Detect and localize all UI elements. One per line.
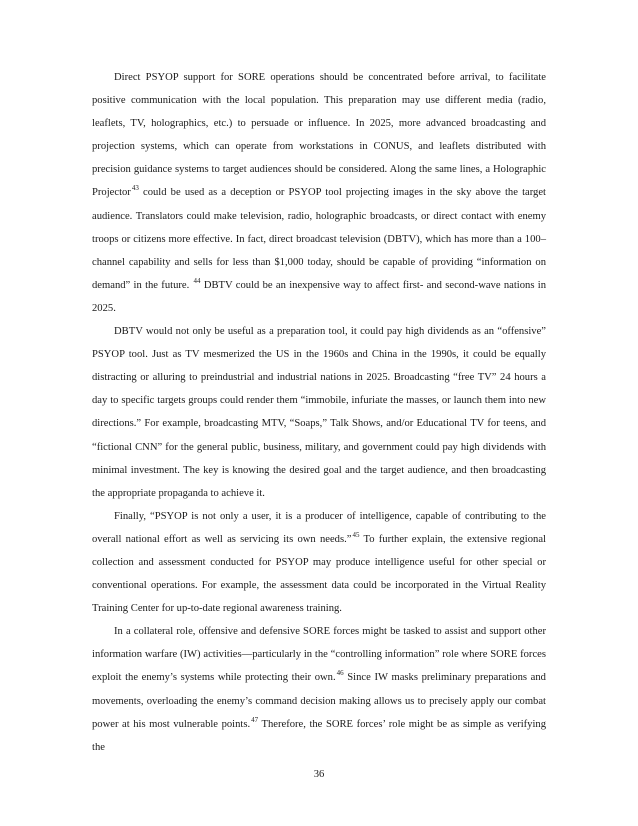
paragraph-intelligence bbox=[92, 505, 546, 620]
text-run: Finally, “PSYOP is not only a user, it is a producer of intelligence, capable of contributing to the overall national effort as well as servicing its own needs.” bbox=[92, 510, 546, 545]
body-text bbox=[92, 66, 546, 759]
text-run: Since IW masks preliminary preparations and movements, overloading the enemy’s command decision making allows us to precisely apply our combat power at his most vulnerable points. bbox=[92, 672, 546, 730]
paragraph-collateral-role bbox=[92, 620, 546, 759]
paragraph-psyop-support bbox=[92, 66, 546, 320]
text-run: DBTV could be an inexpensive way to affect first- and second-wave nations in 2025. bbox=[92, 279, 546, 314]
text-run: Direct PSYOP support for SORE operations should be concentrated before arrival, to facilitate positive communication with the local population. This preparation may use different media (radio, leaflets, TV, holographics, etc.) to persuade or influence. In 2025, more advanced broadcasting and projection systems, which can operate from workstations in CONUS, and leaflets distributed with precision guidance systems to target audiences should be considered. Along the same lines, a Holographic Projector bbox=[92, 72, 546, 199]
paragraph-dbtv bbox=[92, 320, 546, 505]
text-run: In a collateral role, offensive and defensive SORE forces might be tasked to assist and support other information warfare (IW) activities—particularly in the “controlling information” role where SORE forces exploit the enemy’s systems while protecting their own. bbox=[92, 626, 546, 684]
footnote-ref: 46 bbox=[336, 669, 344, 678]
footnote-ref: 47 bbox=[251, 715, 259, 724]
text-run: Therefore, the SORE forces’ role might be as simple as verifying the bbox=[92, 718, 546, 753]
text-run: could be used as a deception or PSYOP tool projecting images in the sky above the target audience. Translators could make television, radio, holographic broadcasts, or direct contact with enemy troops or citizens more effective. In fact, direct broadcast television (DBTV), which has more than a 100–channel capability and sells for less than $1,000 today, should be capable of providing “information on demand” in the future. bbox=[92, 187, 546, 291]
footnote-ref: 43 bbox=[131, 184, 139, 193]
footnote-ref: 44 bbox=[193, 276, 201, 285]
text-run: To further explain, the extensive regional collection and assessment conducted for PSYOP may produce intelligence useful for other special or conventional operations. For example, the assessment data could be incorporated in the Virtual Reality Training Center for up-to-date regional awareness training. bbox=[92, 533, 546, 615]
text-run: DBTV would not only be useful as a preparation tool, it could pay high dividends as an “offensive” PSYOP tool. Just as TV mesmerized the US in the 1960s and China in the 1990s, it could be equally distracting or alluring to preindustrial and industrial nations in 2025. Broadcasting “free TV” 24 hours a day to specific targets groups could render them “immobile, infuriate the masses, or launch them into new directions.” For example, broadcasting MTV, “Soaps,” Talk Shows, and/or Educational TV for teens, and “fictional CNN” for the general public, business, military, and government could pay high dividends with minimal investment. The key is knowing the desired goal and the target audience, and then broadcasting the appropriate propaganda to achieve it. bbox=[92, 326, 546, 499]
page-number: 36 bbox=[313, 769, 325, 780]
footnote-ref: 45 bbox=[352, 530, 360, 539]
